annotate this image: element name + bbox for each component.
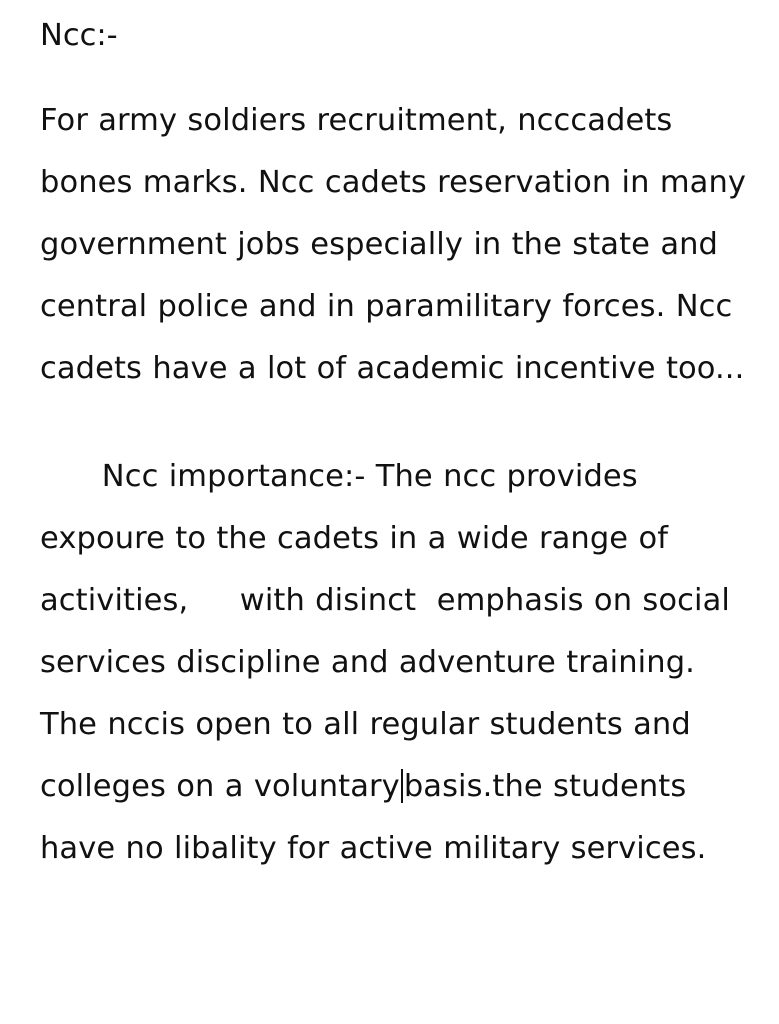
page-title: Ncc:- bbox=[40, 18, 118, 53]
paragraph-ncc-importance-continued: basis.the students have no libality for active military services. bbox=[40, 769, 707, 866]
text-cursor-icon bbox=[401, 769, 403, 803]
paragraph-ncc-importance bbox=[40, 446, 761, 880]
paragraph-ncc-benefits: For army soldiers recruitment, ncccadets bones marks. Ncc cadets reservation in many government jobs especially in the state and central police and in paramilitary forces. Ncc cadets have a lot of academic incentive too... bbox=[40, 103, 757, 386]
paragraph-ncc-importance-text: Ncc importance:- The ncc provides expoure to the cadets in a wide range of activities, with disinct emphasis on social services discipline and adventure training. The nccis open to all regular students and colleges on a voluntary bbox=[40, 459, 741, 804]
